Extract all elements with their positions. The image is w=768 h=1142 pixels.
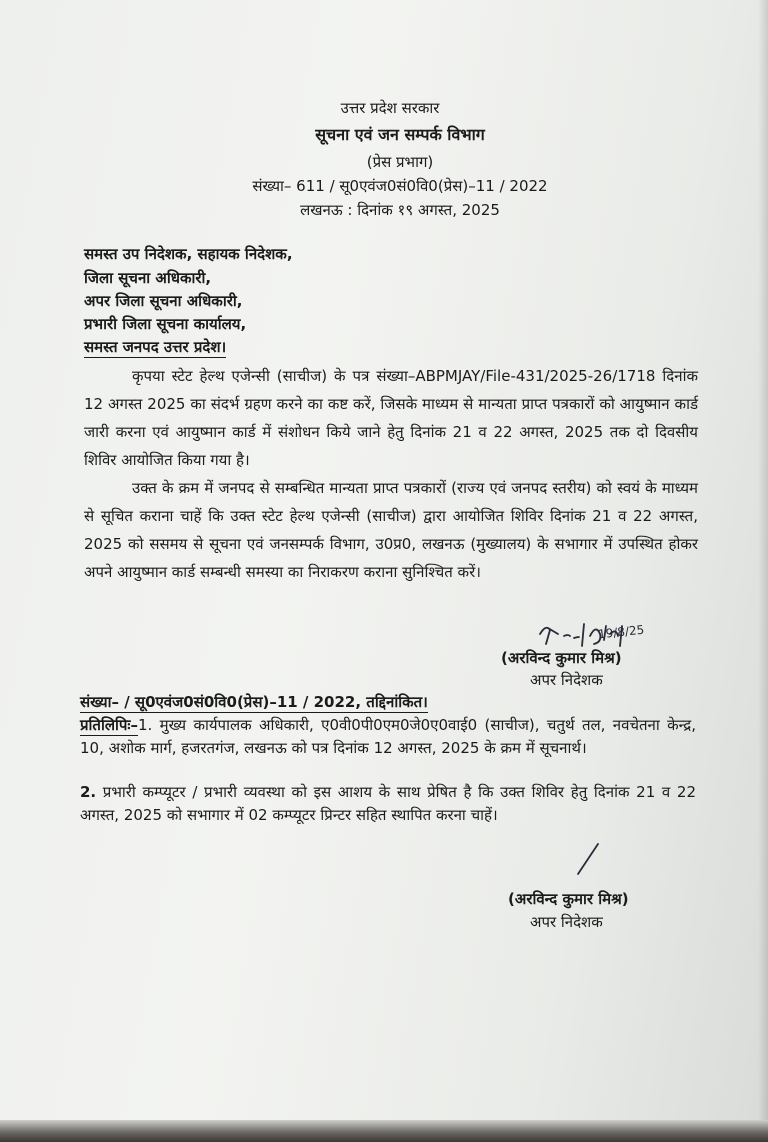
handwritten-date: 19/8/25 — [597, 622, 645, 642]
endorsement-reference — [80, 692, 428, 712]
signatory-designation-2: अपर निदेशक — [530, 913, 603, 931]
body-paragraph-1: कृपया स्टेट हेल्थ एजेन्सी (साचीज) के पत्र संख्या–ABPMJAY/File-431/2025-26/1718 दिनांक 12 अगस्त 2025 का संदर्भ ग्रहण करने का कष्ट करें, जिसके माध्यम से मान्यता प्राप्त पत्रकारों को आयुष्मान कार्ड जारी करना एवं आयुष्मान कार्ड में संशोधन किये जाने हेतु दिनांक 21 व 22 अगस्त, 2025 तक दो दिवसीय शिविर आयोजित किया गया है। — [84, 367, 698, 469]
addressee-line-1: समस्त उप निदेशक, सहायक निदेशक, — [84, 245, 293, 263]
signatory-designation-1: अपर निदेशक — [530, 671, 603, 689]
copy-item-1-text: 1. मुख्य कार्यपालक अधिकारी, ए0वी0पी0एम0जे0ए0वाई0 (साचीज), चतुर्थ तल, नवचेतना केन्द्र, 10, अशोक मार्ग, हजरतगंज, लखनऊ को पत्र दिनांक 12 अगस्त, 2025 के क्रम में सूचनार्थ। — [80, 716, 696, 757]
section-name: (प्रेस प्रभाग) — [366, 153, 434, 171]
handwritten-signature-2 — [548, 840, 608, 880]
govt-name: उत्तर प्रदेश सरकार — [340, 99, 440, 117]
endorsement-reference-text: संख्या– / सू0एवंज0सं0वि0(प्रेस)–11 / 2022, तद्दिनांकित। — [80, 693, 428, 711]
copy-item-1 — [80, 714, 696, 760]
copy-label: प्रतिलिपिः– — [80, 716, 138, 734]
signatory-name-2: (अरविन्द कुमार मिश्र) — [508, 890, 629, 908]
copy-item-2-number: 2. — [80, 783, 97, 801]
copy-item-2 — [80, 781, 696, 827]
copy-item-2-text: प्रभारी कम्प्यूटर / प्रभारी व्यवस्था को इस आशय के साथ प्रेषित है कि उक्त शिविर हेतु दिनांक 21 व 22 अगस्त, 2025 को सभागार में 02 कम्प्यूटर प्रिन्टर सहित स्थापित करना चाहें। — [80, 783, 696, 824]
place-date: लखनऊ : दिनांक १९ अगस्त, 2025 — [300, 201, 500, 219]
body-paragraph-2: उक्त के क्रम में जनपद से सम्बन्धित मान्यता प्राप्त पत्रकारों (राज्य एवं जनपद स्तरीय) को स्वयं के माध्यम से सूचित कराना चाहें कि उक्त स्टेट हेल्थ एजेन्सी (साचीज) द्वारा आयोजित शिविर दिनांक 21 व 22 अगस्त, 2025 को ससमय से सूचना एवं जनसम्पर्क विभाग, उ0प्र0, लखनऊ (मुख्यालय) के सभागार में उपस्थित होकर अपने आयुष्मान कार्ड सम्बन्धी समस्या का निराकरण कराना सुनिश्चित करें। — [84, 479, 698, 581]
addressee-line-5 — [84, 337, 226, 357]
signatory-name-1: (अरविन्द कुमार मिश्र) — [501, 649, 622, 667]
paper-bottom-edge — [0, 1120, 768, 1142]
addressee-line-5-text: समस्त जनपद उत्तर प्रदेश। — [84, 338, 227, 356]
addressee-line-3: अपर जिला सूचना अधिकारी, — [84, 292, 243, 310]
reference-number: संख्या– 611 / सू0एवंज0सं0वि0(प्रेस)–11 / 2022 — [252, 177, 548, 195]
addressee-line-4: प्रभारी जिला सूचना कार्यालय, — [84, 315, 247, 333]
department-name: सूचना एवं जन सम्पर्क विभाग — [315, 125, 485, 144]
addressee-line-2: जिला सूचना अधिकारी, — [84, 269, 212, 287]
